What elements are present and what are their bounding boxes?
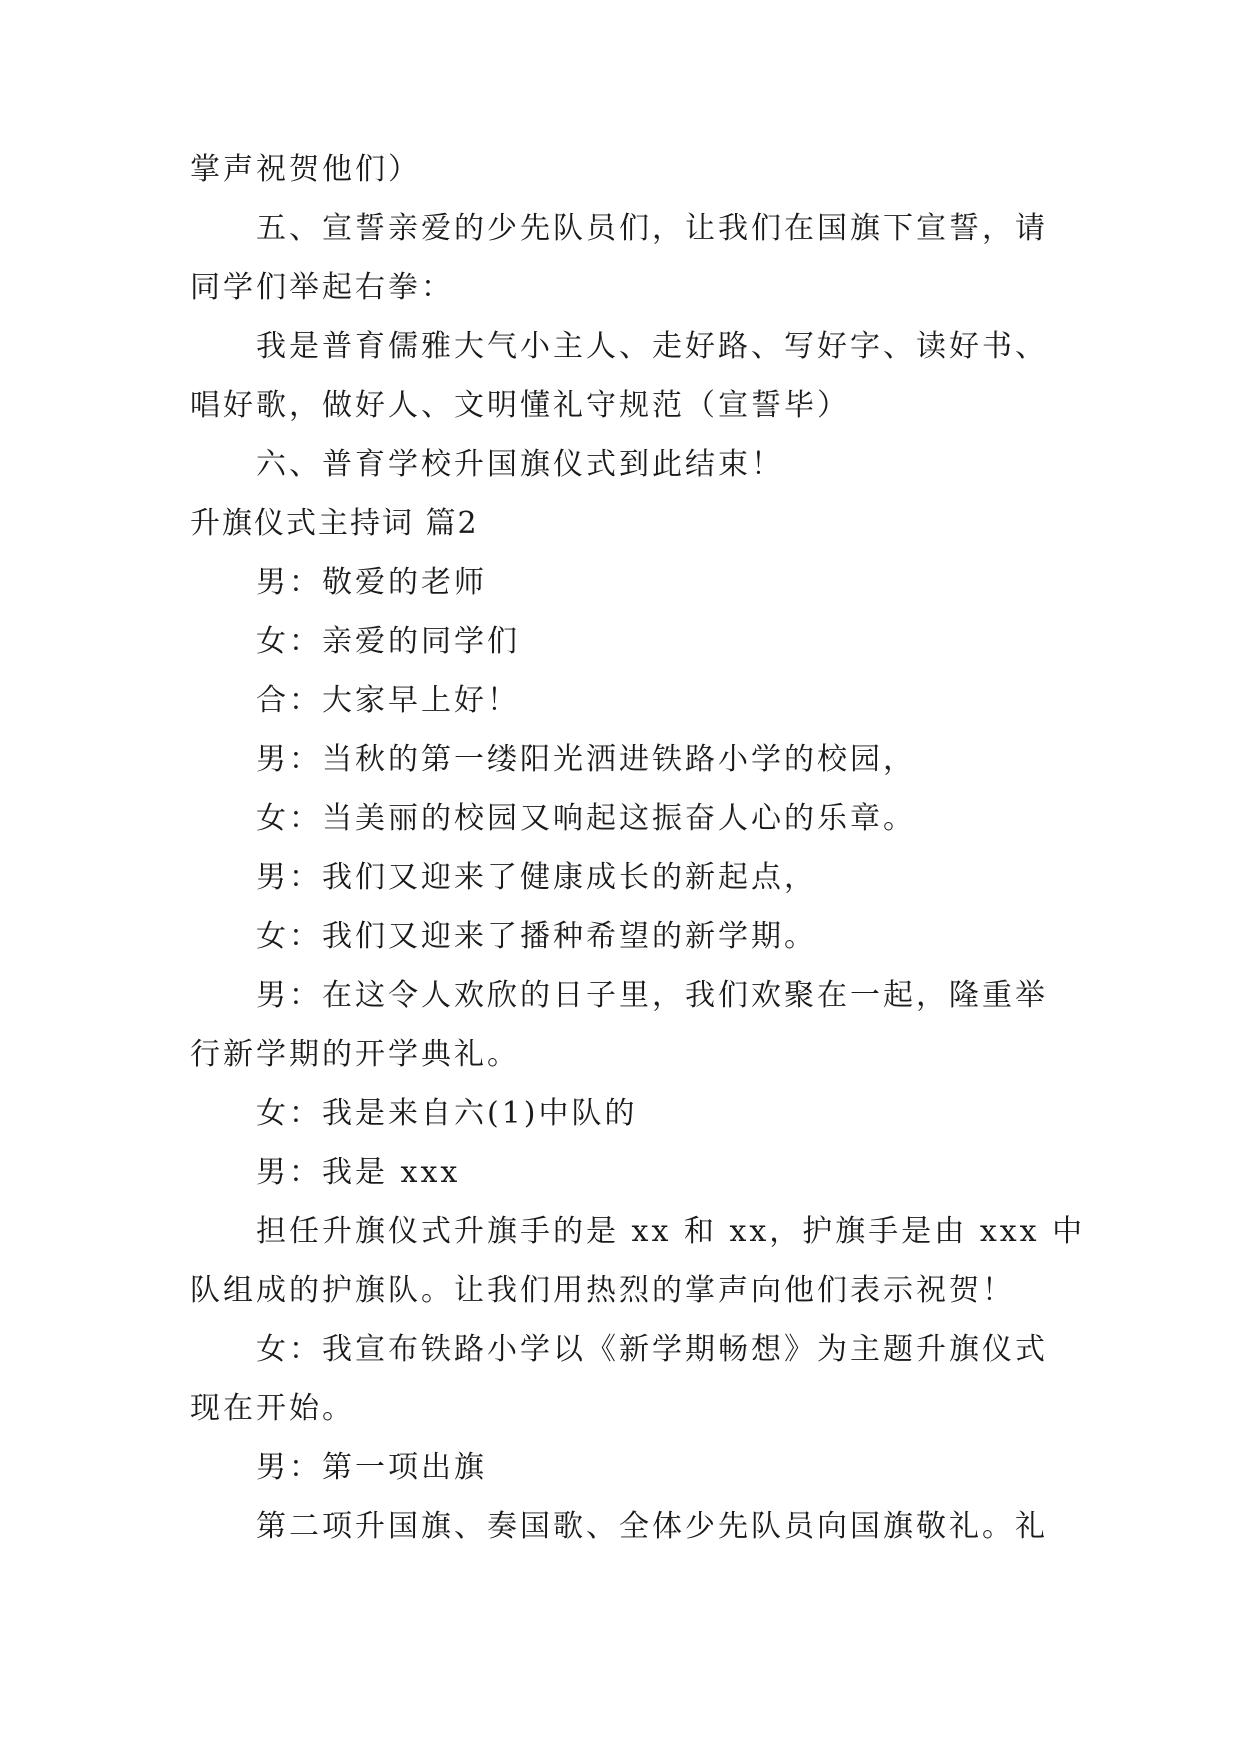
- text-line: 合：大家早上好！: [256, 683, 520, 718]
- text-line: 女：我们又迎来了播种希望的新学期。: [256, 919, 817, 954]
- text-line: 第二项升国旗、奏国歌、全体少先队员向国旗敬礼。礼: [256, 1509, 1048, 1544]
- text-line: 担任升旗仪式升旗手的是 xx 和 xx，护旗手是由 xxx 中: [256, 1214, 1086, 1249]
- text-line: 队组成的护旗队。让我们用热烈的掌声向他们表示祝贺！: [190, 1273, 1015, 1308]
- text-line: 男：第一项出旗: [256, 1450, 487, 1485]
- text-line: 掌声祝贺他们）: [190, 152, 421, 187]
- text-line: 女：我是来自六(1)中队的: [256, 1096, 638, 1131]
- text-line: 五、宣誓亲爱的少先队员们，让我们在国旗下宣誓，请: [256, 211, 1048, 246]
- text-line: 男：当秋的第一缕阳光洒进铁路小学的校园，: [256, 742, 916, 777]
- text-line: 行新学期的开学典礼。: [190, 1037, 520, 1072]
- text-line: 现在开始。: [190, 1391, 355, 1426]
- section-heading: 升旗仪式主持词 篇2: [190, 506, 479, 541]
- text-line: 女：亲爱的同学们: [256, 624, 520, 659]
- text-line: 唱好歌，做好人、文明懂礼守规范（宣誓毕）: [190, 388, 850, 423]
- text-line: 我是普育儒雅大气小主人、走好路、写好字、读好书、: [256, 329, 1048, 364]
- text-line: 女：当美丽的校园又响起这振奋人心的乐章。: [256, 801, 916, 836]
- text-line: 男：敬爱的老师: [256, 565, 487, 600]
- text-line: 六、普育学校升国旗仪式到此结束！: [256, 447, 784, 482]
- text-line: 男：我们又迎来了健康成长的新起点，: [256, 860, 817, 895]
- text-line: 男：我是 xxx: [256, 1155, 461, 1190]
- text-line: 同学们举起右拳：: [190, 270, 454, 305]
- text-line: 男：在这令人欢欣的日子里，我们欢聚在一起，隆重举: [256, 978, 1048, 1013]
- document-body: [190, 140, 1086, 1556]
- text-line: 女：我宣布铁路小学以《新学期畅想》为主题升旗仪式: [256, 1332, 1048, 1367]
